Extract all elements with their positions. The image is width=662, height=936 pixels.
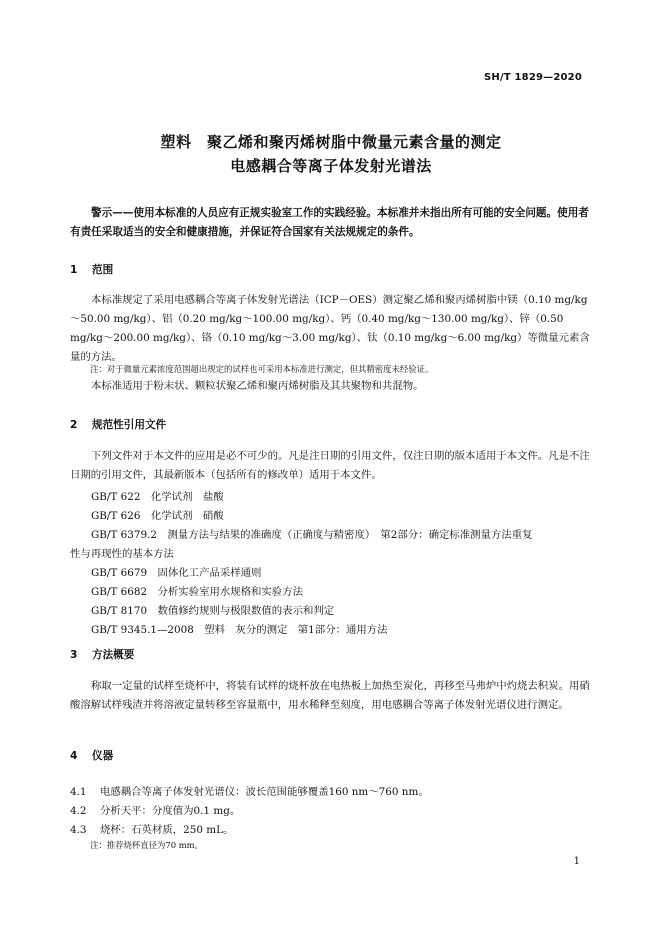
safety-warning — [70, 204, 595, 242]
section-number: 3 — [70, 649, 78, 661]
method-summary: 称取一定量的试样至烧杯中，将装有试样的烧杯放在电热板上加热至炭化，再移至马弗炉中灼烧去积炭。用硝酸溶解试样残渣并将溶液定量转移至容量瓶中，用水稀释至刻度，用电感耦合等离子体发射光谱仪进行测定。 — [70, 680, 590, 711]
reference-item: GB/T 622 化学试剂 盐酸 — [91, 491, 224, 503]
warning-text: 警示——使用本标准的人员应有正规实验室工作的实践经验。本标准并未指出所有可能的安全问题。使用者有责任采取适当的安全和健康措施，并保证符合国家有关法规规定的条件。 — [70, 207, 589, 238]
reference-item: GB/T 626 化学试剂 硝酸 — [91, 510, 224, 522]
scope-note: 注：对于微量元素浓度范围超出规定的试样也可采用本标准进行测定，但其精密度未经验证。 — [90, 364, 434, 374]
section-number: 1 — [70, 264, 78, 276]
item-number: 4.3 — [70, 824, 87, 836]
section-2-intro — [70, 447, 595, 485]
reference-item: GB/T 6682 分析实验室用水规格和实验方法 — [91, 586, 303, 598]
section-3-body — [70, 677, 595, 715]
reference-item: GB/T 6379.2 测量方法与结果的准确度（正确度与精密度） 第2部分：确定标准测量方法重复 — [91, 529, 533, 541]
section-2-heading — [70, 417, 166, 432]
section-title: 规范性引用文件 — [92, 419, 167, 431]
scope-paragraph: 本标准规定了采用电感耦合等离子体发射光谱法（ICP－OES）测定聚乙烯和聚丙烯树脂中镁（0.10 mg/kg～50.00 mg/kg）、铝（0.20 mg/kg～100.00 mg/kg）、钙（0.40 mg/kg～130.00 mg/kg）、锌（0.50 mg/kg～200.00 mg/kg）、铬（0.10 mg/kg～3.00 mg/kg）、钛（0.10 mg/kg～6.00 mg/kg）等微量元素含量的方法。 — [70, 294, 590, 363]
document-title-line1: 塑料 聚乙烯和聚丙烯树脂中微量元素含量的测定 — [160, 133, 502, 151]
page-number: 1 — [573, 856, 580, 867]
instrument-item — [70, 821, 233, 836]
item-text: 分析天平：分度值为0.1 mg。 — [100, 805, 241, 817]
section-1-body-2 — [70, 377, 595, 396]
item-text: 烧杯：石英材质，250 mL。 — [100, 824, 234, 836]
reference-item: GB/T 6679 固体化工产品采样通则 — [91, 567, 262, 579]
item-text: 电感耦合等离子体发射光谱仪：波长范围能够覆盖160 nm～760 nm。 — [100, 786, 429, 798]
section-4-heading — [70, 748, 113, 763]
references-intro: 下列文件对于本文件的应用是必不可少的。凡是注日期的引用文件，仅注日期的版本适用于本文件。凡是不注日期的引用文件，其最新版本（包括所有的修改单）适用于本文件。 — [70, 450, 590, 481]
section-1-heading — [70, 262, 113, 277]
instrument-item — [70, 802, 240, 817]
section-title: 方法概要 — [92, 649, 135, 661]
section-title: 仪器 — [92, 750, 114, 762]
reference-item: GB/T 9345.1—2008 塑料 灰分的测定 第1部分：通用方法 — [91, 624, 388, 636]
scope-applicability: 本标准适用于粉末状、颗粒状聚乙烯和聚丙烯树脂及其共聚物和共混物。 — [91, 380, 424, 392]
instrument-note: 注：推荐烧杯直径为70 mm。 — [90, 840, 203, 850]
section-number: 2 — [70, 419, 78, 431]
section-3-heading — [70, 647, 134, 662]
reference-item: GB/T 8170 数值修约规则与极限数值的表示和判定 — [91, 605, 335, 617]
instrument-item — [70, 783, 429, 798]
standard-code: SH/T 1829—2020 — [484, 72, 582, 83]
document-title-line2: 电感耦合等离子体发射光谱法 — [230, 157, 432, 175]
section-number: 4 — [70, 750, 78, 762]
reference-item-continued: 性与再现性的基本方法 — [70, 548, 174, 560]
section-title: 范围 — [92, 264, 114, 276]
item-number: 4.1 — [70, 786, 87, 798]
item-number: 4.2 — [70, 805, 87, 817]
section-1-body — [70, 291, 595, 367]
